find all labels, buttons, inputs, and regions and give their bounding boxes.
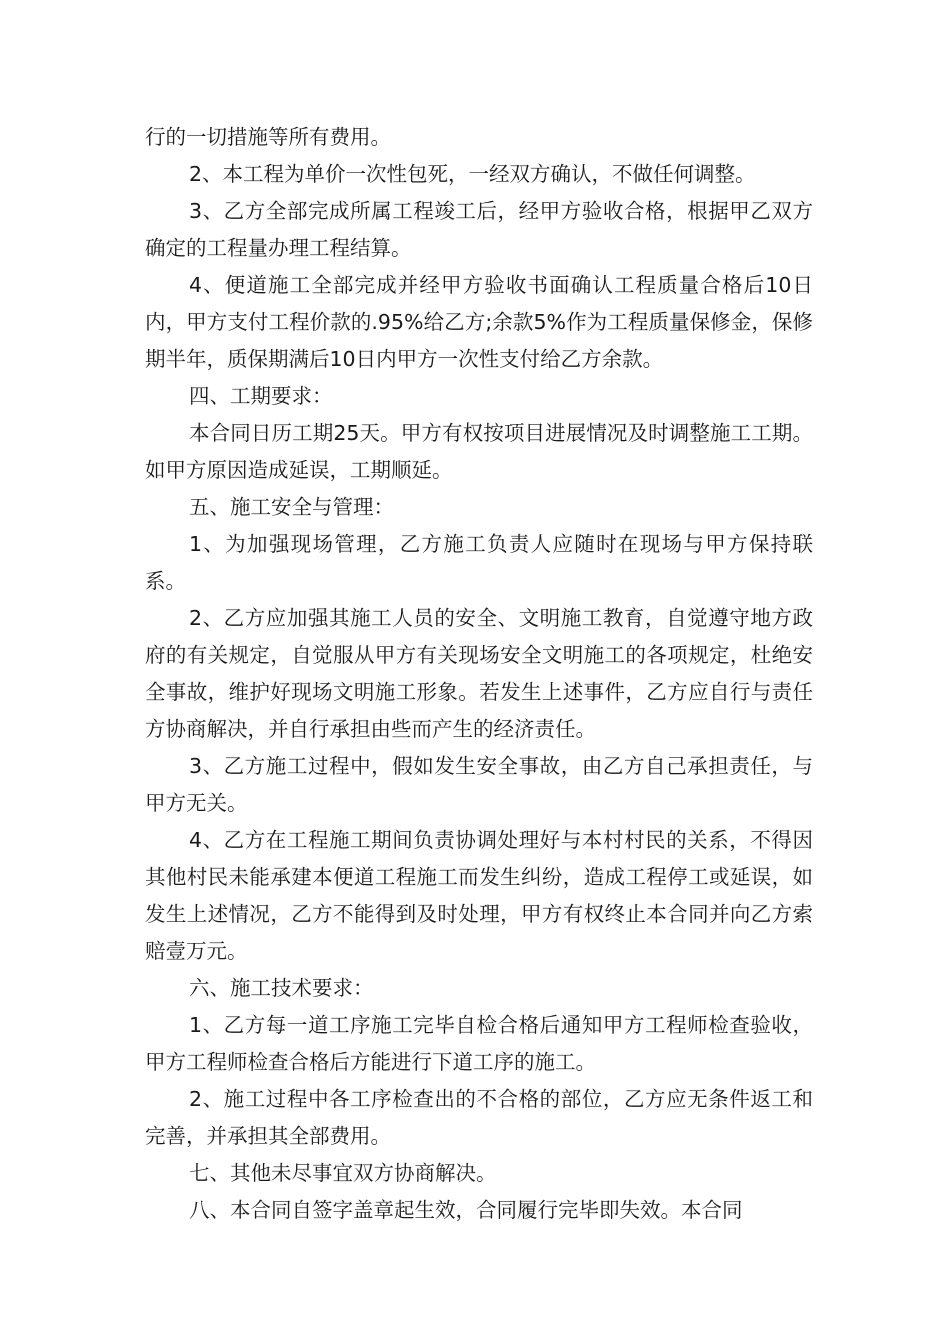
- section-heading: 四、工期要求：: [189, 384, 333, 408]
- paragraph: 行的一切措施等所有费用。: [145, 125, 391, 149]
- paragraph: 4、便道施工全部完成并经甲方验收书面确认工程质量合格后10日内，甲方支付工程价款的.95%给乙方;余款5%作为工程质量保修金，保修期半年，质保期满后10日内甲方一次性支付给乙方余款。: [145, 273, 813, 371]
- section-heading: 五、施工安全与管理：: [189, 495, 394, 519]
- section-heading: 七、其他未尽事宜双方协商解决。: [189, 1161, 497, 1185]
- section-heading: 六、施工技术要求：: [189, 976, 374, 1000]
- paragraph: 八、本合同自签字盖章起生效，合同履行完毕即失效。本合同: [189, 1198, 743, 1222]
- paragraph: 1、为加强现场管理，乙方施工负责人应随时在现场与甲方保持联系。: [145, 532, 813, 593]
- paragraph: 1、乙方每一道工序施工完毕自检合格后通知甲方工程师检查验收，甲方工程师检查合格后方能进行下道工序的施工。: [145, 1013, 813, 1074]
- paragraph: 本合同日历工期25天。甲方有权按项目进展情况及时调整施工工期。如甲方原因造成延误，工期顺延。: [145, 421, 813, 482]
- paragraph: 2、本工程为单价一次性包死，一经双方确认，不做任何调整。: [189, 162, 756, 186]
- paragraph: 4、乙方在工程施工期间负责协调处理好与本村村民的关系，不得因其他村民未能承建本便道工程施工而发生纠纷，造成工程停工或延误，如发生上述情况，乙方不能得到及时处理，甲方有权终止本合同并向乙方索赔壹万元。: [145, 828, 813, 963]
- paragraph: 3、乙方全部完成所属工程竣工后，经甲方验收合格，根据甲乙双方确定的工程量办理工程结算。: [145, 199, 813, 260]
- paragraph: 3、乙方施工过程中，假如发生安全事故，由乙方自己承担责任，与甲方无关。: [145, 754, 813, 815]
- paragraph: 2、施工过程中各工序检查出的不合格的部位，乙方应无条件返工和完善，并承担其全部费用。: [145, 1087, 813, 1148]
- paragraph: 2、乙方应加强其施工人员的安全、文明施工教育，自觉遵守地方政府的有关规定，自觉服从甲方有关现场安全文明施工的各项规定，杜绝安全事故，维护好现场文明施工形象。若发生上述事件，乙方应自行与责任方协商解决，并自行承担由些而产生的经济责任。: [145, 606, 813, 741]
- contract-body: [145, 119, 813, 1229]
